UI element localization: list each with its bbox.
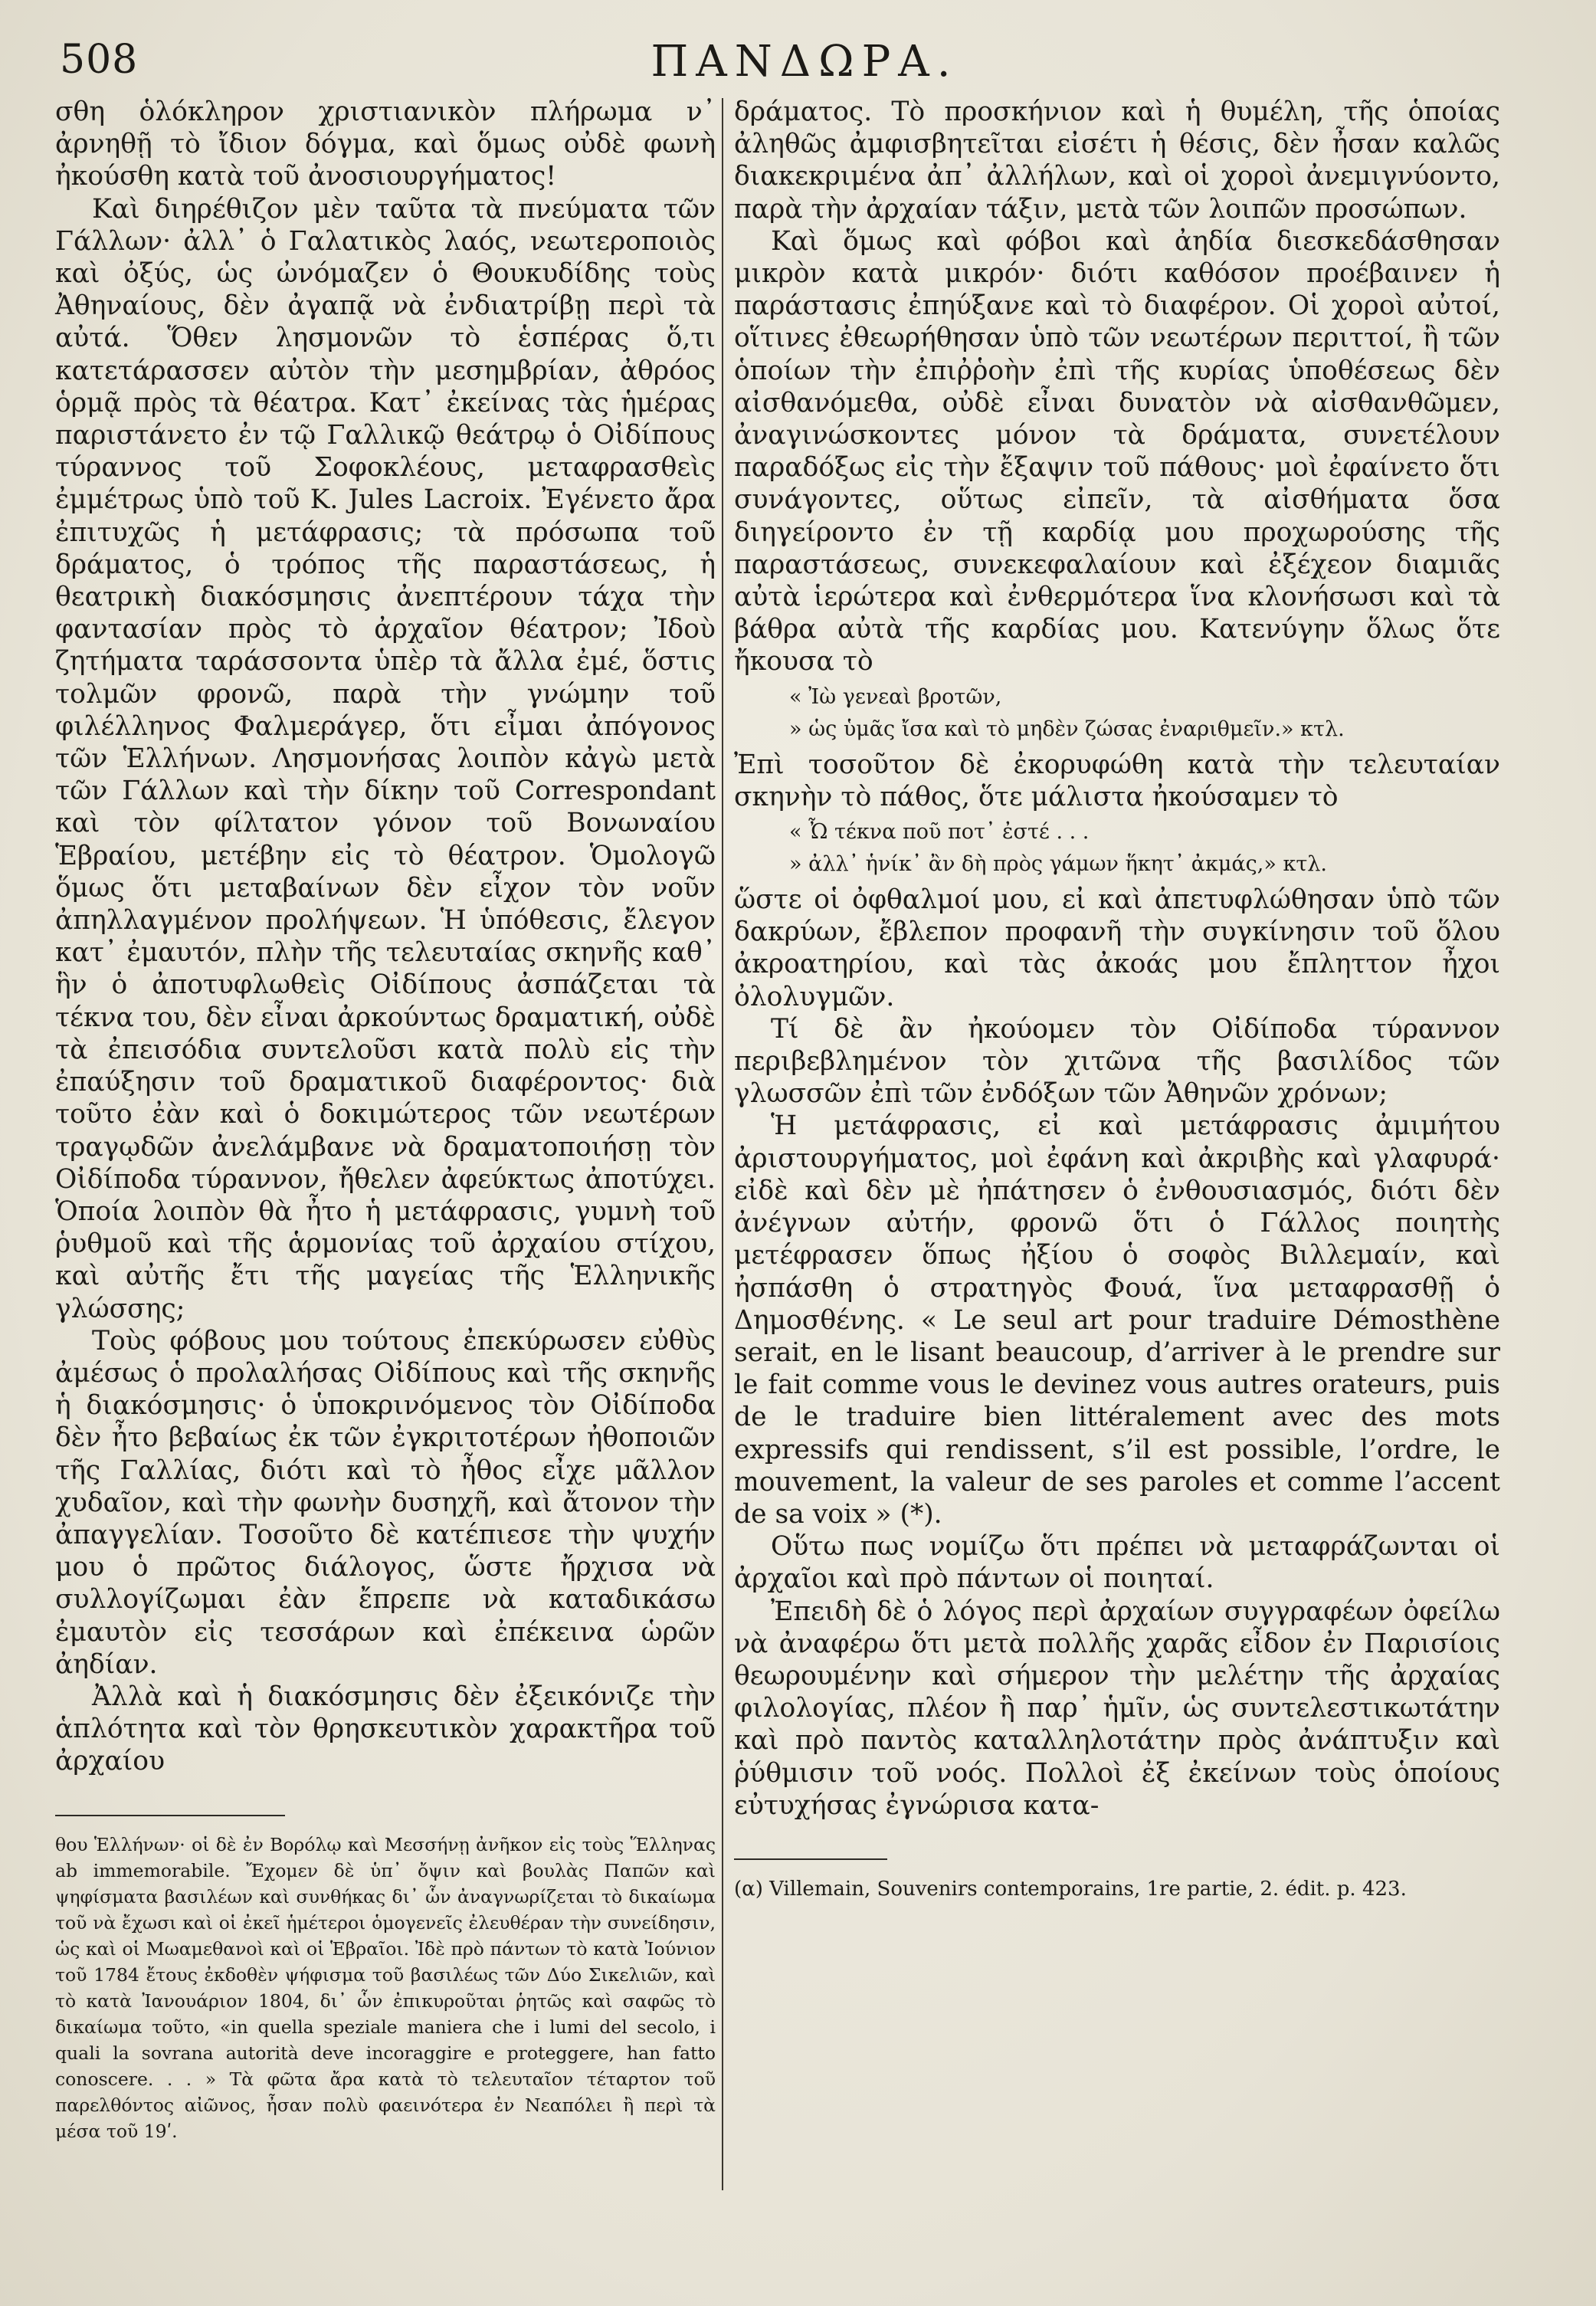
right-paragraph-5: Τί δὲ ἂν ἠκούομεν τὸν Οἰδίποδα τύραννον περιβεβλημένον τὸν χιτῶνα τῆς βασιλίδος τῶν γλωσσῶν ἐπὶ τῶν ἐνδόξων τῶν Ἀθηνῶν χρόνων; bbox=[734, 1013, 1500, 1110]
right-paragraph-2: Καὶ ὅμως καὶ φόβοι καὶ ἀηδία διεσκεδάσθησαν μικρὸν κατὰ μικρόν· διότι καθόσον προέβαινεν ἡ παράστασις ἐπηύξανε καὶ τὸ διαφέρον. Οἱ χοροὶ αὐτοί, οἵτινες ἐθεωρήθησαν ὑπὸ τῶν νεωτέρων περιττοί, ἢ τῶν ὁποίων τὴν ἐπιῤῥοὴν ἐπὶ τῆς κυρίας ὑποθέσεως δὲν αἰσθανόμεθα, οὐδὲ εἶναι δυνατὸν νὰ αἰσθανθῶμεν, ἀναγινώσκοντες μόνον τὰ δράματα, συνετέλουν παραδόξως εἰς τὴν ἔξαψιν τοῦ πάθους· μοὶ ἐφαίνετο ὅτι συνάγοντες, οὕτως εἰπεῖν, τὰ αἰσθήματα ὅσα διηγείροντο ἐν τῇ καρδίᾳ μου προχωρούσης τῆς παραστάσεως, συνεκεφαλαίουν καὶ ἐξέχεον διαμιᾶς αὐτὰ ἱερώτερα καὶ ἐνθερμότερα ἵνα κλονήσωσι καὶ τὰ βάθρα αὐτὰ τῆς καρδίας μου. Κατενύγην ὅλως ὅτε ἤκουσα τὸ bbox=[734, 225, 1500, 677]
verse-quote-2 bbox=[734, 816, 1500, 881]
page-number: 508 bbox=[60, 37, 139, 83]
running-title: ΠΑΝΔΩΡΑ. bbox=[651, 37, 959, 87]
left-column bbox=[55, 96, 716, 2144]
right-paragraph-7: Οὕτω πως νομίζω ὅτι πρέπει νὰ μεταφράζωνται οἱ ἀρχαῖοι καὶ πρὸ πάντων οἱ ποιηταί. bbox=[734, 1531, 1500, 1595]
right-paragraph-6: Ἡ μετάφρασις, εἰ καὶ μετάφρασις ἀμιμήτου ἀριστουργήματος, μοὶ ἐφάνη καὶ ἀκριβὴς καὶ γλαφυρά· εἰδὲ καὶ δὲν μὲ ἠπάτησεν ὁ ἐνθουσιασμός, διότι δὲν ἀνέγνων αὐτήν, φρονῶ ὅτι ὁ Γάλλος ποιητὴς μετέφρασεν ὅπως ἠξίου ὁ σοφὸς Βιλλεμαίν, καὶ ἠσπάσθη ὁ στρατηγὸς Φουά, ἵνα μεταφρασθῇ ὁ Δημοσθένης. « Le seul art pour traduire Démosthène serait, en le lisant beaucoup, d’arriver à le prendre sur le fait comme vous le devinez vous autres orateurs, puis de le traduire bien littéralement avec des mots expressifs qui rendissent, s’il est possible, l’ordre, le mouvement, la valeur de ses paroles et comme l’accent de sa voix » (*). bbox=[734, 1110, 1500, 1530]
right-paragraph-8: Ἐπειδὴ δὲ ὁ λόγος περὶ ἀρχαίων συγγραφέων ὀφείλω νὰ ἀναφέρω ὅτι μετὰ πολλῆς χαρᾶς εἶδον ἐν Παρισίοις θεωρουμένην καὶ σήμερον τὴν μελέτην τῆς ἀρχαίας φιλολογίας, πλέον ἢ παρ᾿ ἡμῖν, ὡς συντελεστικωτάτην καὶ πρὸ παντὸς καταλληλοτάτην πρὸς ἀνάπτυξιν καὶ ῥύθμισιν τοῦ νοός. Πολλοὶ ἐξ ἐκείνων τοὺς ὁποίους εὐτυχήσας ἐγνώρισα κατα- bbox=[734, 1596, 1500, 1821]
footnote-rule-right bbox=[734, 1858, 887, 1860]
left-paragraph-2: Καὶ διηρέθιζον μὲν ταῦτα τὰ πνεύματα τῶν Γάλλων· ἀλλ᾿ ὁ Γαλατικὸς λαός, νεωτεροποιὸς καὶ ὀξύς, ὡς ὠνόμαζεν ὁ Θουκυδίδης τοὺς Ἀθηναίους, δὲν ἀγαπᾷ νὰ ἐνδιατρίβῃ περὶ τὰ αὐτά. Ὅθεν λησμονῶν τὸ ἑσπέρας ὅ,τι κατετάρασσεν αὐτὸν τὴν μεσημβρίαν, ἀθρόος ὁρμᾷ πρὸς τὰ θέατρα. Κατ᾿ ἐκείνας τὰς ἡμέρας παριστάνετο ἐν τῷ Γαλλικῷ θεάτρῳ ὁ Οἰδίπους τύραννος τοῦ Σοφοκλέους, μεταφρασθεὶς ἐμμέτρως ὑπὸ τοῦ Κ. Jules Lacroix. Ἐγένετο ἄρα ἐπιτυχῶς ἡ μετάφρασις; τὰ πρόσωπα τοῦ δράματος, ὁ τρόπος τῆς παραστάσεως, ἡ θεατρικὴ διακόσμησις ἀνεπτέρουν τάχα τὴν φαντασίαν πρὸς τὸ ἀρχαῖον θέατρον; Ἰδοὺ ζητήματα ταράσσοντα ὑπὲρ τὰ ἄλλα ἐμέ, ὅστις τολμῶν φρονῶ, παρὰ τὴν γνώμην τοῦ φιλέλληνος Φαλμεράγερ, ὅτι εἶμαι ἀπόγονος τῶν Ἑλλήνων. Λησμονήσας λοιπὸν κἀγὼ μετὰ τῶν Γάλλων καὶ τὴν δίκην τοῦ Correspondant καὶ τὸν φίλτατον γόνον τοῦ Βονωναίου Ἑβραίου, μετέβην εἰς τὸ θέατρον. Ὁμολογῶ ὅμως ὅτι μεταβαίνων δὲν εἶχον τὸν νοῦν ἀπηλλαγμένον προλήψεων. Ἡ ὑπόθεσις, ἔλεγον κατ᾿ ἐμαυτόν, πλὴν τῆς τελευταίας σκηνῆς καθ᾿ ἣν ὁ ἀποτυφλωθεὶς Οἰδίπους ἀσπάζεται τὰ τέκνα του, δὲν εἶναι ἀρκούντως δραματική, οὐδὲ τὰ ἐπεισόδια συντελοῦσι κατὰ πολὺ εἰς τὴν ἐπαύξησιν τοῦ δραματικοῦ διαφέροντος· διὰ τοῦτο ἐὰν καὶ ὁ δοκιμώτερος τῶν νεωτέρων τραγῳδῶν ἀνελάμβανε νὰ δραματοποιήσῃ τὸν Οἰδίποδα τύραννον, ἤθελεν ἀφεύκτως ἀποτύχει. Ὁποία λοιπὸν θὰ ἦτο ἡ μετάφρασις, γυμνὴ τοῦ ῥυθμοῦ καὶ τῆς ἁρμονίας τοῦ ἀρχαίου στίχου, καὶ αὐτῆς ἔτι τῆς μαγείας τῆς Ἑλληνικῆς γλώσσης; bbox=[55, 193, 716, 1324]
column-divider bbox=[722, 98, 723, 2190]
verse-line: « Ὦ τέκνα ποῦ ποτ᾿ ἐστέ . . . bbox=[789, 820, 1090, 845]
right-column bbox=[734, 96, 1500, 1903]
left-paragraph-4: Ἀλλὰ καὶ ἡ διακόσμησις δὲν ἐξεικόνιζε τὴν ἁπλότητα καὶ τὸν θρησκευτικὸν χαρακτῆρα τοῦ ἀρχαίου bbox=[55, 1681, 716, 1777]
left-paragraph-3: Τοὺς φόβους μου τούτους ἐπεκύρωσεν εὐθὺς ἀμέσως ὁ προλαλήσας Οἰδίπους καὶ τῆς σκηνῆς ἡ διακόσμησις· ὁ ὑποκρινόμενος τὸν Οἰδίποδα δὲν ἦτο βεβαίως ἐκ τῶν ἐγκριτοτέρων ἠθοποιῶν τῆς Γαλλίας, διότι καὶ τὸ ἦθος εἶχε μᾶλλον χυδαῖον, καὶ τὴν φωνὴν δυσηχῆ, καὶ ἄτονον τὴν ἀπαγγελίαν. Τοσοῦτο δὲ κατέπιεσε τὴν ψυχήν μου ὁ πρῶτος διάλογος, ὥστε ἤρχισα νὰ συλλογίζωμαι ἐὰν ἔπρεπε νὰ καταδικάσω ἐμαυτὸν εἰς τεσσάρων καὶ ἐπέκεινα ὡρῶν ἀηδίαν. bbox=[55, 1325, 716, 1680]
right-paragraph-3: Ἐπὶ τοσοῦτον δὲ ἐκορυφώθη κατὰ τὴν τελευταίαν σκηνὴν τὸ πάθος, ὅτε μάλιστα ἠκούσαμεν τὸ bbox=[734, 749, 1500, 812]
page-header bbox=[54, 31, 1555, 87]
verse-line: » ἀλλ᾿ ἡνίκ᾿ ἂν δὴ πρὸς γάμων ἥκητ᾿ ἀκμάς,» κτλ. bbox=[789, 852, 1327, 877]
left-footnote: θου Ἑλλήνων· οἱ δὲ ἐν Βορόλῳ καὶ Μεσσήνῃ ἀνῆκον εἰς τοὺς Ἕλληνας ab immemorabile. Ἔχομεν δὲ ὑπ᾿ ὄψιν καὶ βουλὰς Παπῶν καὶ ψηφίσματα βασιλέων καὶ συνθήκας δι᾿ ὧν ἀναγνωρίζεται τὸ δικαίωμα τοῦ νὰ ἔχωσι καὶ οἱ ἐκεῖ ἡμέτεροι ὁμογενεῖς ἐλευθέραν τὴν συνείδησιν, ὡς καὶ οἱ Μωαμεθανοὶ καὶ οἱ Ἑβραῖοι. Ἰδὲ πρὸ πάντων τὸ κατὰ Ἰούνιον τοῦ 1784 ἔτους ἐκδοθὲν ψήφισμα τοῦ βασιλέως τῶν Δύο Σικελιῶν, καὶ τὸ κατὰ Ἰανουάριον 1804, δι᾿ ὧν ἐπικυροῦται ῥητῶς καὶ σαφῶς τὸ δικαίωμα τοῦτο, «in quella speziale maniera che i lumi del secolo, i quali la sovrana autorità deve incoraggire e proteggere, han fatto conoscere. . . » Τὰ φῶτα ἄρα κατὰ τὸ τελευταῖον τέταρτον τοῦ παρελθόντος αἰῶνος, ἦσαν πολὺ φαεινότερα ἐν Νεαπόλει ἢ περὶ τὰ μέσα τοῦ 19ʹ. bbox=[55, 1833, 716, 2142]
right-paragraph-1: δράματος. Τὸ προσκήνιον καὶ ἡ θυμέλη, τῆς ὁποίας ἀληθῶς ἀμφισβητεῖται εἰσέτι ἡ θέσις, δὲν ἦσαν καλῶς διακεκριμένα ἀπ᾿ ἀλλήλων, καὶ οἱ χοροὶ ἀνεμιγνύοντο, παρὰ τὴν ἀρχαίαν τάξιν, μετὰ τῶν λοιπῶν προσώπων. bbox=[734, 97, 1500, 225]
verse-quote-1 bbox=[734, 681, 1500, 746]
footnote-rule-left bbox=[55, 1815, 285, 1816]
verse-line: » ὡς ὑμᾶς ἴσα καὶ τὸ μηδὲν ζώσας ἐναριθμεῖν.» κτλ. bbox=[789, 717, 1345, 741]
right-footnote: (α) Villemain, Souvenirs contemporains, 1re partie, 2. édit. p. 423. bbox=[734, 1877, 1407, 1901]
verse-line: « Ἰὼ γενεαὶ βροτῶν, bbox=[789, 684, 1002, 709]
left-paragraph-1: σθη ὁλόκληρον χριστιανικὸν πλήρωμα ν᾿ ἀρνηθῇ τὸ ἴδιον δόγμα, καὶ ὅμως οὐδὲ φωνὴ ἠκούσθη κατὰ τοῦ ἀνοσιουργήματος! bbox=[55, 97, 716, 192]
right-paragraph-4: ὥστε οἱ ὀφθαλμοί μου, εἰ καὶ ἀπετυφλώθησαν ὑπὸ τῶν δακρύων, ἔβλεπον προφανῆ τὴν συγκίνησιν τοῦ ὅλου ἀκροατηρίου, καὶ τὰς ἀκοάς μου ἔπληττον ἦχοι ὀλολυγμῶν. bbox=[734, 884, 1500, 1012]
